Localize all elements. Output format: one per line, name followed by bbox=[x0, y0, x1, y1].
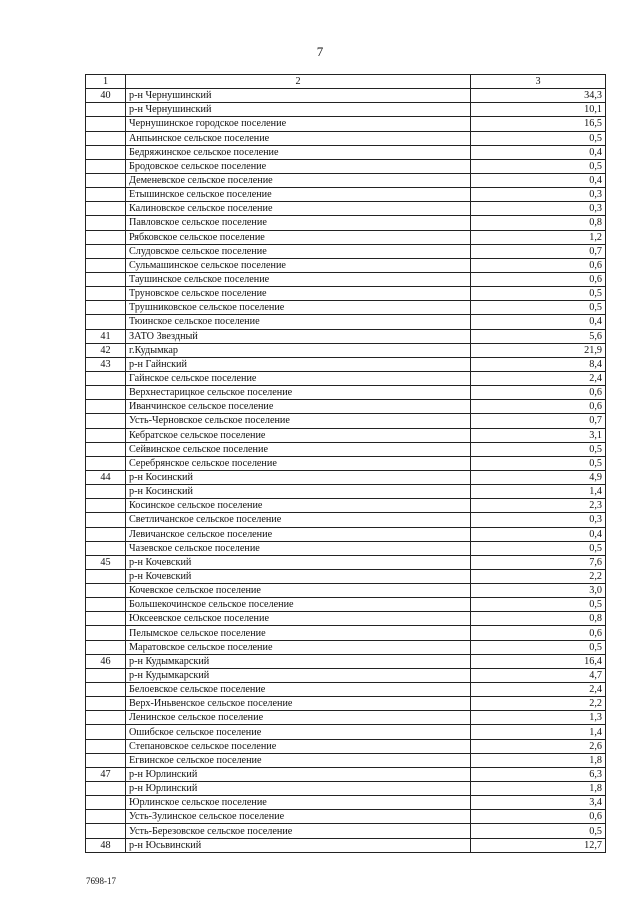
row-number bbox=[86, 272, 126, 286]
table-row bbox=[86, 202, 606, 216]
row-value: 0,4 bbox=[471, 145, 606, 159]
row-number bbox=[86, 739, 126, 753]
table-row bbox=[86, 810, 606, 824]
table-header-row bbox=[86, 75, 606, 89]
row-name: Сульмашинское сельское поселение bbox=[126, 258, 471, 272]
row-value: 0,5 bbox=[471, 442, 606, 456]
table-row bbox=[86, 499, 606, 513]
row-name: Иванчинское сельское поселение bbox=[126, 400, 471, 414]
table-row bbox=[86, 173, 606, 187]
row-value: 1,2 bbox=[471, 230, 606, 244]
table-row bbox=[86, 414, 606, 428]
row-number bbox=[86, 796, 126, 810]
header-col-2: 2 bbox=[126, 75, 471, 89]
row-number bbox=[86, 584, 126, 598]
row-number bbox=[86, 103, 126, 117]
row-name: Верх-Иньвенское сельское поселение bbox=[126, 697, 471, 711]
row-number bbox=[86, 386, 126, 400]
row-value: 0,5 bbox=[471, 456, 606, 470]
row-number: 40 bbox=[86, 89, 126, 103]
row-name: р-н Косинский bbox=[126, 470, 471, 484]
row-number bbox=[86, 485, 126, 499]
row-value: 0,5 bbox=[471, 541, 606, 555]
row-number bbox=[86, 569, 126, 583]
row-name: Тюинское сельское поселение bbox=[126, 315, 471, 329]
row-value: 2,2 bbox=[471, 697, 606, 711]
row-value: 2,2 bbox=[471, 569, 606, 583]
row-number bbox=[86, 287, 126, 301]
table-row bbox=[86, 654, 606, 668]
table-row bbox=[86, 513, 606, 527]
row-name: р-н Юрлинский bbox=[126, 782, 471, 796]
row-name: р-н Чернушинский bbox=[126, 89, 471, 103]
row-number bbox=[86, 824, 126, 838]
table-row bbox=[86, 683, 606, 697]
table-row bbox=[86, 400, 606, 414]
row-number bbox=[86, 668, 126, 682]
row-name: Кочевское сельское поселение bbox=[126, 584, 471, 598]
row-number bbox=[86, 513, 126, 527]
table-row bbox=[86, 371, 606, 385]
row-value: 16,4 bbox=[471, 654, 606, 668]
row-number: 42 bbox=[86, 343, 126, 357]
row-name: Чернушинское городское поселение bbox=[126, 117, 471, 131]
row-name: Бедряжинское сельское поселение bbox=[126, 145, 471, 159]
row-value: 2,4 bbox=[471, 371, 606, 385]
row-value: 16,5 bbox=[471, 117, 606, 131]
row-name: Усть-Березовское сельское поселение bbox=[126, 824, 471, 838]
row-number bbox=[86, 598, 126, 612]
row-number bbox=[86, 414, 126, 428]
row-value: 0,5 bbox=[471, 131, 606, 145]
row-number bbox=[86, 456, 126, 470]
row-value: 0,4 bbox=[471, 173, 606, 187]
row-value: 1,8 bbox=[471, 753, 606, 767]
row-name: Усть-Черновское сельское поселение bbox=[126, 414, 471, 428]
row-name: Маратовское сельское поселение bbox=[126, 640, 471, 654]
row-value: 6,3 bbox=[471, 767, 606, 781]
table-row bbox=[86, 711, 606, 725]
row-name: Усть-Зулинское сельское поселение bbox=[126, 810, 471, 824]
row-name: Етышинское сельское поселение bbox=[126, 188, 471, 202]
row-value: 0,6 bbox=[471, 272, 606, 286]
row-name: р-н Юсьвинский bbox=[126, 838, 471, 852]
row-value: 0,6 bbox=[471, 400, 606, 414]
row-number bbox=[86, 188, 126, 202]
table-row bbox=[86, 329, 606, 343]
table-row bbox=[86, 668, 606, 682]
row-number bbox=[86, 612, 126, 626]
row-number bbox=[86, 683, 126, 697]
table-row bbox=[86, 725, 606, 739]
row-number bbox=[86, 258, 126, 272]
row-number bbox=[86, 244, 126, 258]
row-value: 5,6 bbox=[471, 329, 606, 343]
table-row bbox=[86, 555, 606, 569]
row-name: р-н Косинский bbox=[126, 485, 471, 499]
row-number bbox=[86, 626, 126, 640]
header-col-3: 3 bbox=[471, 75, 606, 89]
row-number bbox=[86, 428, 126, 442]
row-value: 4,7 bbox=[471, 668, 606, 682]
row-name: р-н Чернушинский bbox=[126, 103, 471, 117]
row-name: Юрлинское сельское поселение bbox=[126, 796, 471, 810]
row-number bbox=[86, 216, 126, 230]
row-name: Таушинское сельское поселение bbox=[126, 272, 471, 286]
table-row bbox=[86, 598, 606, 612]
table-row bbox=[86, 428, 606, 442]
table-row bbox=[86, 838, 606, 852]
table-row bbox=[86, 612, 606, 626]
table-row bbox=[86, 301, 606, 315]
row-name: р-н Юрлинский bbox=[126, 767, 471, 781]
row-name: Ошибское сельское поселение bbox=[126, 725, 471, 739]
row-name: р-н Кочевский bbox=[126, 569, 471, 583]
row-name: р-н Кудымкарский bbox=[126, 668, 471, 682]
table-row bbox=[86, 626, 606, 640]
row-name: р-н Кочевский bbox=[126, 555, 471, 569]
row-number bbox=[86, 145, 126, 159]
row-value: 2,4 bbox=[471, 683, 606, 697]
table-row bbox=[86, 640, 606, 654]
row-number bbox=[86, 159, 126, 173]
row-number: 43 bbox=[86, 357, 126, 371]
table-row bbox=[86, 386, 606, 400]
row-number bbox=[86, 131, 126, 145]
row-number: 41 bbox=[86, 329, 126, 343]
row-name: Юксеевское сельское поселение bbox=[126, 612, 471, 626]
table-row bbox=[86, 767, 606, 781]
table-row bbox=[86, 697, 606, 711]
table-row bbox=[86, 103, 606, 117]
row-number: 44 bbox=[86, 470, 126, 484]
table-row bbox=[86, 442, 606, 456]
table-row bbox=[86, 357, 606, 371]
row-value: 0,6 bbox=[471, 810, 606, 824]
row-number bbox=[86, 315, 126, 329]
page-number: 7 bbox=[316, 44, 324, 59]
row-value: 1,8 bbox=[471, 782, 606, 796]
row-value: 0,6 bbox=[471, 386, 606, 400]
table-row bbox=[86, 188, 606, 202]
row-value: 0,7 bbox=[471, 414, 606, 428]
table-row bbox=[86, 89, 606, 103]
row-value: 1,4 bbox=[471, 725, 606, 739]
table-row bbox=[86, 541, 606, 555]
row-name: Анпьинское сельское поселение bbox=[126, 131, 471, 145]
row-value: 10,1 bbox=[471, 103, 606, 117]
row-number: 46 bbox=[86, 654, 126, 668]
row-value: 0,6 bbox=[471, 258, 606, 272]
row-name: ЗАТО Звездный bbox=[126, 329, 471, 343]
row-value: 1,3 bbox=[471, 711, 606, 725]
table-row bbox=[86, 470, 606, 484]
table-row bbox=[86, 159, 606, 173]
table-row bbox=[86, 739, 606, 753]
row-name: Рябковское сельское поселение bbox=[126, 230, 471, 244]
row-number bbox=[86, 753, 126, 767]
row-name: Светличанское сельское поселение bbox=[126, 513, 471, 527]
row-value: 0,5 bbox=[471, 640, 606, 654]
row-number bbox=[86, 527, 126, 541]
row-number bbox=[86, 711, 126, 725]
table-row bbox=[86, 343, 606, 357]
row-name: Пелымское сельское поселение bbox=[126, 626, 471, 640]
row-value: 0,3 bbox=[471, 513, 606, 527]
row-number bbox=[86, 725, 126, 739]
row-name: Труновское сельское поселение bbox=[126, 287, 471, 301]
row-value: 3,0 bbox=[471, 584, 606, 598]
row-value: 4,9 bbox=[471, 470, 606, 484]
table-row bbox=[86, 824, 606, 838]
row-value: 0,3 bbox=[471, 188, 606, 202]
row-value: 0,5 bbox=[471, 287, 606, 301]
table-row bbox=[86, 244, 606, 258]
row-number bbox=[86, 782, 126, 796]
row-name: Сейвинское сельское поселение bbox=[126, 442, 471, 456]
row-name: Верхнестарицкое сельское поселение bbox=[126, 386, 471, 400]
row-value: 0,5 bbox=[471, 301, 606, 315]
row-name: Слудовское сельское поселение bbox=[126, 244, 471, 258]
table-row bbox=[86, 527, 606, 541]
row-name: Бродовское сельское поселение bbox=[126, 159, 471, 173]
table-row bbox=[86, 485, 606, 499]
row-name: Калиновское сельское поселение bbox=[126, 202, 471, 216]
row-name: Левичанское сельское поселение bbox=[126, 527, 471, 541]
row-name: Степановское сельское поселение bbox=[126, 739, 471, 753]
row-name: Косинское сельское поселение bbox=[126, 499, 471, 513]
row-value: 0,7 bbox=[471, 244, 606, 258]
table-row bbox=[86, 584, 606, 598]
table-row bbox=[86, 315, 606, 329]
row-number bbox=[86, 499, 126, 513]
row-name: Белоевское сельское поселение bbox=[126, 683, 471, 697]
header-col-1: 1 bbox=[86, 75, 126, 89]
row-value: 7,6 bbox=[471, 555, 606, 569]
table-row bbox=[86, 145, 606, 159]
row-number bbox=[86, 202, 126, 216]
row-value: 0,6 bbox=[471, 626, 606, 640]
row-value: 3,4 bbox=[471, 796, 606, 810]
row-value: 0,4 bbox=[471, 527, 606, 541]
row-value: 0,3 bbox=[471, 202, 606, 216]
table-row bbox=[86, 287, 606, 301]
row-number bbox=[86, 697, 126, 711]
table-row bbox=[86, 117, 606, 131]
row-value: 0,5 bbox=[471, 159, 606, 173]
row-number bbox=[86, 117, 126, 131]
row-value: 12,7 bbox=[471, 838, 606, 852]
row-value: 21,9 bbox=[471, 343, 606, 357]
document-code: 7698-17 bbox=[86, 876, 116, 886]
row-value: 34,3 bbox=[471, 89, 606, 103]
row-name: Гайнское сельское поселение bbox=[126, 371, 471, 385]
row-name: Кебратское сельское поселение bbox=[126, 428, 471, 442]
row-number: 47 bbox=[86, 767, 126, 781]
table-row bbox=[86, 258, 606, 272]
row-number: 48 bbox=[86, 838, 126, 852]
table-row bbox=[86, 216, 606, 230]
row-number bbox=[86, 442, 126, 456]
row-value: 3,1 bbox=[471, 428, 606, 442]
row-name: Деменевское сельское поселение bbox=[126, 173, 471, 187]
table-row bbox=[86, 796, 606, 810]
table-row bbox=[86, 753, 606, 767]
row-name: р-н Гайнский bbox=[126, 357, 471, 371]
row-value: 0,8 bbox=[471, 612, 606, 626]
row-value: 0,4 bbox=[471, 315, 606, 329]
row-value: 8,4 bbox=[471, 357, 606, 371]
row-number: 45 bbox=[86, 555, 126, 569]
row-number bbox=[86, 371, 126, 385]
row-value: 0,5 bbox=[471, 598, 606, 612]
row-number bbox=[86, 173, 126, 187]
row-name: Серебрянское сельское поселение bbox=[126, 456, 471, 470]
row-value: 0,8 bbox=[471, 216, 606, 230]
row-number bbox=[86, 541, 126, 555]
row-name: Ленинское сельское поселение bbox=[126, 711, 471, 725]
row-name: Павловское сельское поселение bbox=[126, 216, 471, 230]
table-row bbox=[86, 782, 606, 796]
data-table bbox=[85, 74, 606, 853]
table-row bbox=[86, 131, 606, 145]
row-number bbox=[86, 810, 126, 824]
row-number bbox=[86, 400, 126, 414]
row-number bbox=[86, 301, 126, 315]
row-name: Егвинское сельское поселение bbox=[126, 753, 471, 767]
row-name: г.Кудымкар bbox=[126, 343, 471, 357]
table-row bbox=[86, 569, 606, 583]
row-value: 1,4 bbox=[471, 485, 606, 499]
row-value: 2,6 bbox=[471, 739, 606, 753]
row-name: Чазевское сельское поселение bbox=[126, 541, 471, 555]
row-value: 0,5 bbox=[471, 824, 606, 838]
table-row bbox=[86, 456, 606, 470]
row-name: Большекочинское сельское поселение bbox=[126, 598, 471, 612]
row-name: Трушниковское сельское поселение bbox=[126, 301, 471, 315]
table-row bbox=[86, 230, 606, 244]
table-row bbox=[86, 272, 606, 286]
row-number bbox=[86, 230, 126, 244]
row-name: р-н Кудымкарский bbox=[126, 654, 471, 668]
row-number bbox=[86, 640, 126, 654]
row-value: 2,3 bbox=[471, 499, 606, 513]
